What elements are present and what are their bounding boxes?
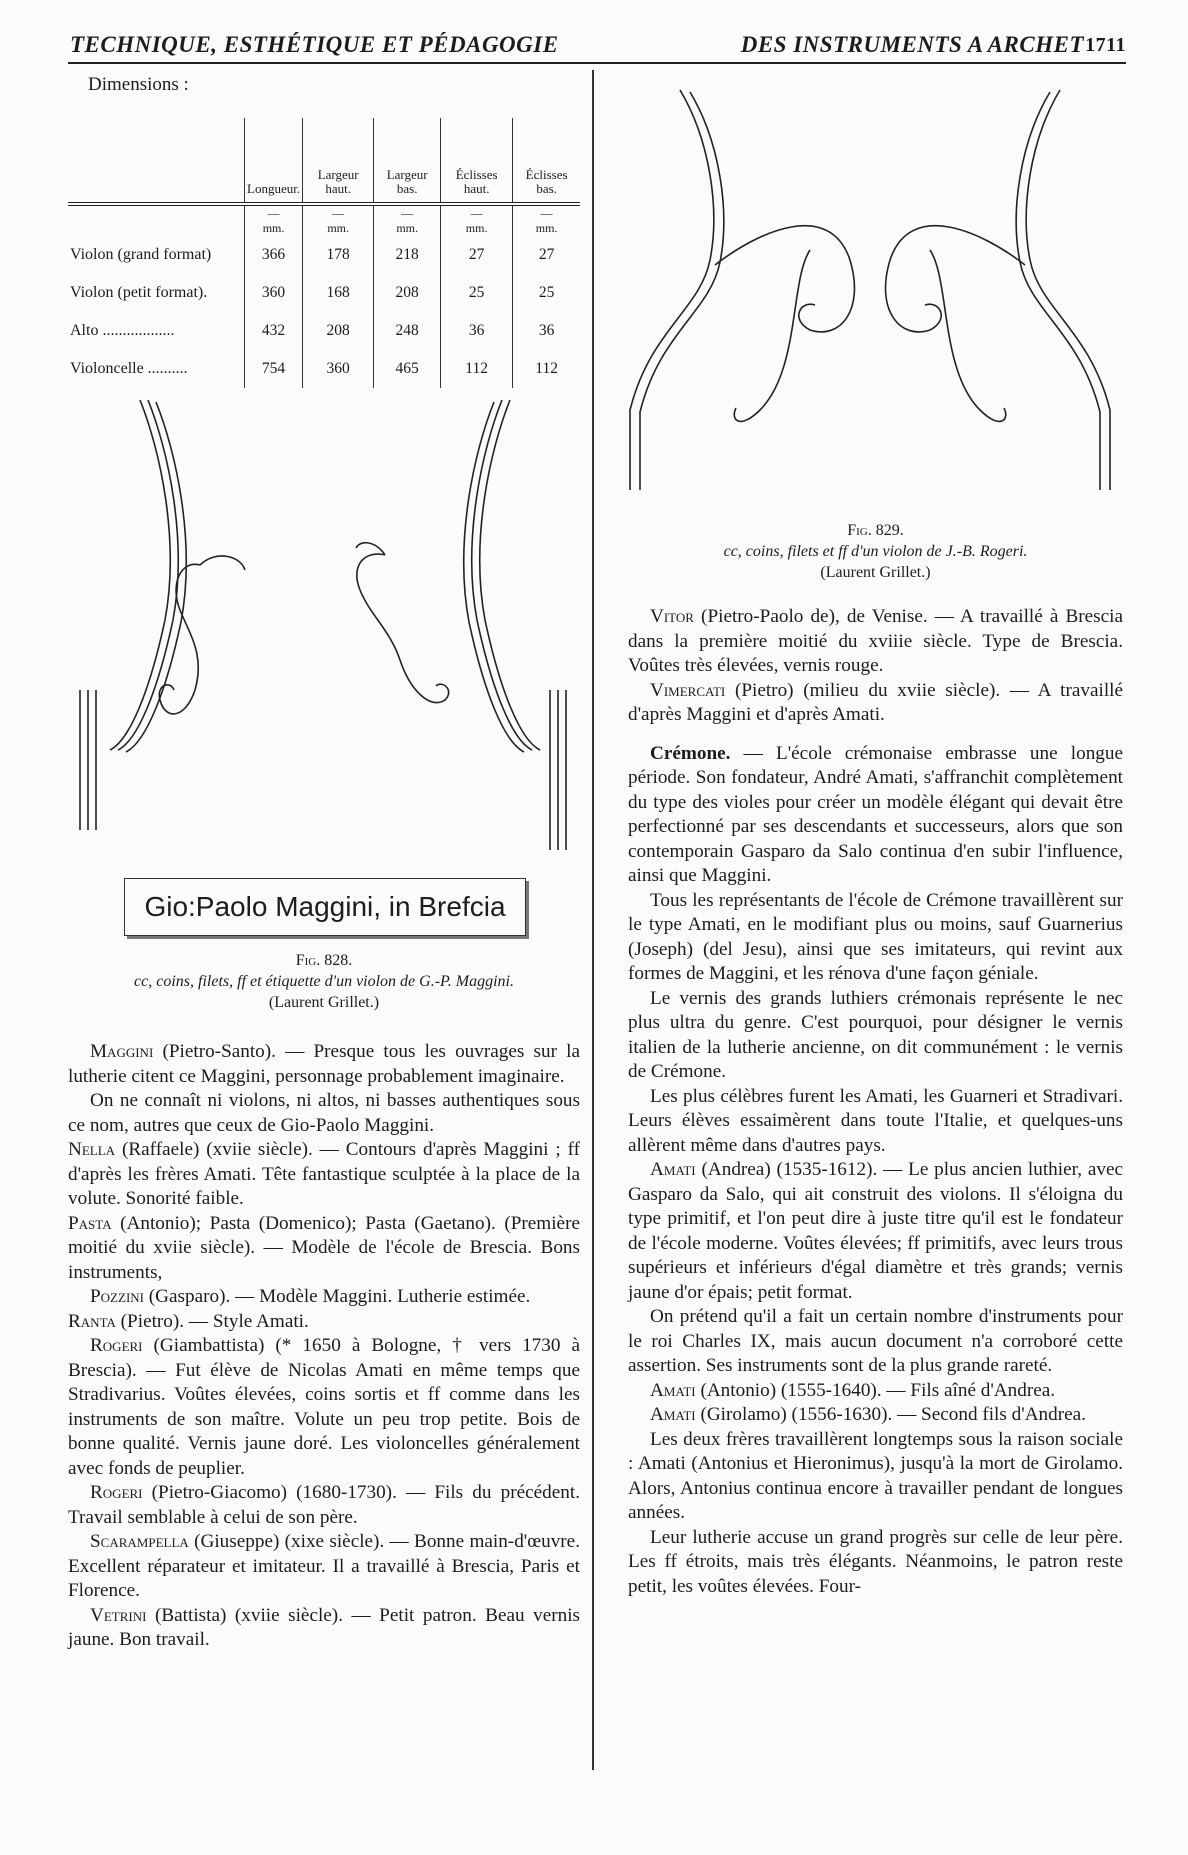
entry-paragraph: Pasta (Antonio); Pasta (Domenico); Pasta (Gaetano). (Première moitié du xviie siècle). — Modèle de l'école de Brescia. Bons instruments, bbox=[68, 1212, 580, 1283]
unit-cell: — mm. bbox=[513, 206, 580, 236]
entry-paragraph: Amati (Girolamo) (1556-1630). — Second fils d'Andrea. bbox=[650, 1404, 1086, 1425]
left-column-text bbox=[68, 1040, 580, 1653]
fig828-violin-corner-drawing bbox=[70, 390, 580, 870]
section-heading: Crémone. bbox=[650, 742, 731, 764]
running-header bbox=[68, 32, 1126, 64]
entry-paragraph: Vetrini (Battista) (xviie siècle). — Petit patron. Beau vernis jaune. Bon travail. bbox=[68, 1604, 580, 1650]
column-divider bbox=[592, 70, 594, 1770]
table-row: Alto .................. 432 208 248 36 36 bbox=[68, 312, 580, 350]
right-column-text bbox=[628, 605, 1123, 1599]
entry-paragraph: Crémone. — L'école crémonaise embrasse une longue période. Son fondateur, André Amati, s'affranchit complètement du type des violes pour créer un modèle élégant qui devait être perfectionné par ses descendants et successeurs, alors que son contemporain Gasparo da Salo continua d'en subir l'influence, ainsi que Maggini. bbox=[628, 742, 1123, 886]
dimensions-label: Dimensions : bbox=[88, 74, 189, 95]
dimensions-table bbox=[68, 118, 580, 388]
entry-paragraph: Leur lutherie accuse un grand progrès sur celle de leur père. Les ff étroits, mais très élégants. Néanmoins, le patron reste petit, les voûtes élevées. Four- bbox=[628, 1526, 1123, 1597]
entry-paragraph: Maggini (Pietro-Santo). — Presque tous les ouvrages sur la lutherie citent ce Maggini, personnage probablement imaginaire. bbox=[68, 1041, 580, 1087]
table-row: Violoncelle .......... 754 360 465 112 112 bbox=[68, 350, 580, 388]
fig829-violin-corner-drawing bbox=[610, 80, 1130, 500]
fig829-number: Fig. 829. bbox=[847, 522, 904, 539]
entry-paragraph: On prétend qu'il a fait un certain nombre d'instruments pour le roi Charles IX, mais aucun document n'a corroboré cette assertion. Ses instruments sont de la plus grande rareté. bbox=[628, 1306, 1123, 1376]
col-header: Longueur. bbox=[245, 118, 303, 204]
page-number: 1711 bbox=[1085, 34, 1126, 56]
col-header: Éclisses haut. bbox=[441, 118, 513, 204]
header-right-title: DES INSTRUMENTS A ARCHET bbox=[740, 32, 1084, 57]
entry-paragraph: Rogeri (Pietro-Giacomo) (1680-1730). — Fils du précédent. Travail semblable à celui de son père. bbox=[68, 1482, 580, 1528]
fig828-caption-line1: cc, coins, filets, ff et étiquette d'un violon de G.-P. Maggini. bbox=[134, 973, 514, 990]
entry-paragraph: Vitor (Pietro-Paolo de), de Venise. — A travaillé à Brescia dans la première moitié du xviiie siècle. Type de Brescia. Voûtes très élevées, vernis rouge. bbox=[628, 606, 1123, 676]
fig828-caption bbox=[68, 950, 580, 1013]
entry-paragraph: Les plus célèbres furent les Amati, les Guarneri et Stradivari. Leurs élèves essaimèrent dans toute l'Italie, et quelques-uns allèrent même dans d'autres pays. bbox=[628, 1085, 1123, 1156]
entry-paragraph: Les deux frères travaillèrent longtemps sous la raison sociale : Amati (Antonius et Hieronimus), jusqu'à la mort de Girolamo. Alors, Antonius continua encore à travailler pendant de longues années. bbox=[628, 1428, 1123, 1523]
entry-paragraph: Nella (Raffaele) (xviie siècle). — Contours d'après Maggini ; ff d'après les frères Amati. Tête fantastique sculptée à la place de la volute. Sonorité faible. bbox=[68, 1139, 580, 1209]
maggini-label-text: Gio:Paolo Maggini, in Brefcia bbox=[144, 891, 506, 922]
entry-paragraph: Ranta (Pietro). — Style Amati. bbox=[68, 1310, 309, 1332]
maggini-label-box bbox=[124, 878, 526, 936]
fig829-caption-line2: (Laurent Grillet.) bbox=[820, 564, 931, 581]
unit-cell: — mm. bbox=[245, 206, 303, 236]
fig829-caption bbox=[628, 520, 1123, 583]
entry-paragraph: Scarampella (Giuseppe) (xixe siècle). — Bonne main-d'œuvre. Excellent réparateur et imitateur. Il a travaillé à Brescia, Paris et Florence. bbox=[68, 1531, 580, 1601]
entry-paragraph: Pozzini (Gasparo). — Modèle Maggini. Lutherie estimée. bbox=[90, 1286, 531, 1307]
col-header: Largeur bas. bbox=[374, 118, 441, 204]
entry-paragraph: Vimercati (Pietro) (milieu du xviie siècle). — A travaillé d'après Maggini et d'après Amati. bbox=[628, 679, 1123, 725]
entry-paragraph: Amati (Antonio) (1555-1640). — Fils aîné d'Andrea. bbox=[650, 1379, 1056, 1401]
entry-paragraph: Tous les représentants de l'école de Crémone travaillèrent sur le type Amati, en le modifiant plus ou moins, sauf Guarnerius (Joseph) (del Jesu), ainsi que ses imitateurs, qui revint aux formes de Maggini, et les rénova d'une façon géniale. bbox=[628, 889, 1123, 984]
fig828-number: Fig. 828. bbox=[295, 952, 353, 969]
unit-cell: — mm. bbox=[441, 206, 513, 236]
entry-paragraph: Rogeri (Giambattista) (* 1650 à Bologne, † vers 1730 à Brescia). — Fut élève de Nicolas Amati en même temps que Stradivarius. Voûtes élevées, coins sortis et ff comme dans les instruments de son maître. Volute un peu trop petite. Bois de bonne qualité. Vernis jaune doré. Les violoncelles généralement avec fonds de peuplier. bbox=[68, 1335, 580, 1479]
header-left-title: TECHNIQUE, ESTHÉTIQUE ET PÉDAGOGIE bbox=[70, 32, 559, 57]
fig828-caption-line2: (Laurent Grillet.) bbox=[268, 994, 380, 1011]
entry-paragraph: Amati (Andrea) (1535-1612). — Le plus ancien luthier, avec Gasparo da Salo, qui ait construit des violons. Il s'éloigna du type primitif, et l'on peut dire à juste titre qu'il est le fondateur de l'école moderne. Voûtes élevées; ff primitifs, avec leurs trous supérieurs et inférieurs d'égal diamètre et très grands; vernis jaune d'or épais; petit format. bbox=[628, 1159, 1123, 1303]
col-header: Éclisses bas. bbox=[513, 118, 580, 204]
unit-cell: — mm. bbox=[374, 206, 441, 236]
table-row: Violon (grand format) 366 178 218 27 27 bbox=[68, 236, 580, 274]
col-header: Largeur haut. bbox=[303, 118, 374, 204]
table-row: Violon (petit format). 360 168 208 25 25 bbox=[68, 274, 580, 312]
entry-paragraph: Le vernis des grands luthiers crémonais représente le nec plus ultra du genre. C'est pourquoi, pour désigner le vernis italien de la lutherie ancienne, on dit communément : le vernis de Crémone. bbox=[628, 987, 1123, 1082]
fig829-caption-line1: cc, coins, filets et ff d'un violon de J.-B. Rogeri. bbox=[723, 543, 1028, 560]
entry-paragraph: On ne connaît ni violons, ni altos, ni basses authentiques sous ce nom, autres que ceux de Gio-Paolo Maggini. bbox=[68, 1090, 580, 1136]
unit-cell: — mm. bbox=[303, 206, 374, 236]
